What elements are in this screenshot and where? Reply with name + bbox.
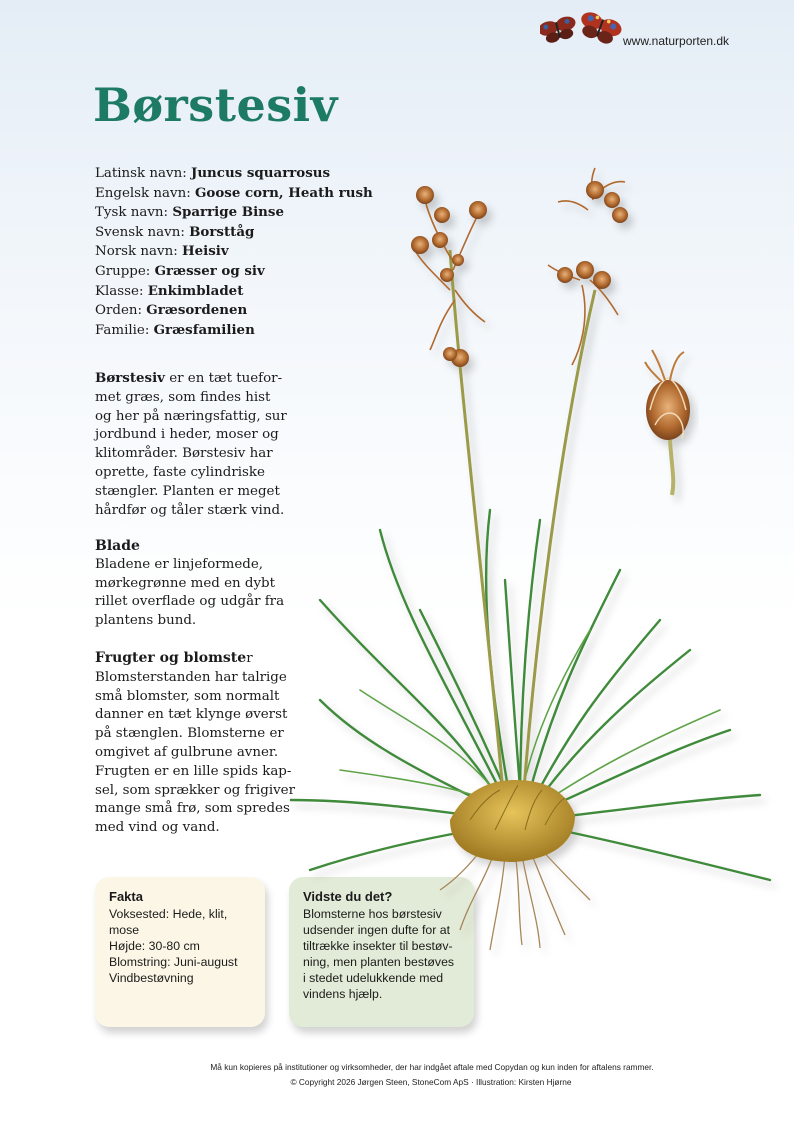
fakta-box: Fakta Voksested: Hede, klit, mose Højde: 30-80 cm Blomstring: Juni-august Vindbestøvning <box>95 877 265 1027</box>
name-row-norwegian: Norsk navn: Heisiv <box>95 243 229 260</box>
footer-license: Må kun kopieres på institutioner og virksomheder, der har indgået aftale med Copydan og kun inden for aftalens rammer. <box>210 1062 654 1072</box>
intro-paragraph: Børstesiv er en tæt tuefor- met græs, som findes hist og her på næringsfattig, sur jordbund i heder, moser og klitområder. Børstesiv har oprette, faste cylindriske stængler. Planten er meget hårdfør og tåler stærk vind. <box>95 370 287 518</box>
blade-heading: Blade <box>95 538 140 554</box>
fakta-title: Fakta <box>109 889 143 904</box>
name-row-german: Tysk navn: Sparrige Binse <box>95 204 284 221</box>
blade-section: Blade Bladene er linjeformede, mørkegrønne med en dybt rillet overflade og udgår fra plantens bund. <box>95 537 295 631</box>
vidste-box: Vidste du det? Blomsterne hos børstesiv udsender ingen dufte for at tiltrække insekter til bestøv- ning, men planten bestøves i stedet udelukkende med vindens hjælp. <box>289 877 474 1027</box>
frugter-heading: Frugter og blomster <box>95 650 253 666</box>
butterfly-icon <box>540 10 622 50</box>
footer-copyright: © Copyright 2026 Jørgen Steen, StoneCom ApS · Illustration: Kirsten Hjørne <box>290 1077 572 1087</box>
flower-detail-illustration <box>645 350 690 495</box>
frugter-section: Frugter og blomster Blomsterstanden har talrige små blomster, som normalt danner en tæt klynge øverst på stænglen. Blomsterne er omgivet af gulbrune avner. Frugten er en lille spids kap- sel, som sprækker og frigiver mange små frø, som spredes med vind og vand. <box>95 650 295 836</box>
vidste-title: Vidste du det? <box>303 889 393 904</box>
page-title: Børstesiv <box>93 78 338 132</box>
name-row-family: Familie: Græsfamilien <box>95 321 255 338</box>
name-row-class: Klasse: Enkimbladet <box>95 282 244 299</box>
name-row-latin: Latinsk navn: Juncus squarrosus <box>95 165 331 181</box>
site-link[interactable]: www.naturporten.dk <box>623 34 730 48</box>
name-row-english: Engelsk navn: Goose corn, Heath rush <box>95 184 373 201</box>
name-row-group: Gruppe: Græsser og siv <box>95 262 265 279</box>
name-row-order: Orden: Græsordenen <box>95 302 248 319</box>
name-row-swedish: Svensk navn: Borsttåg <box>95 223 255 240</box>
plant-illustration <box>290 90 790 960</box>
footer <box>0 1060 794 1090</box>
